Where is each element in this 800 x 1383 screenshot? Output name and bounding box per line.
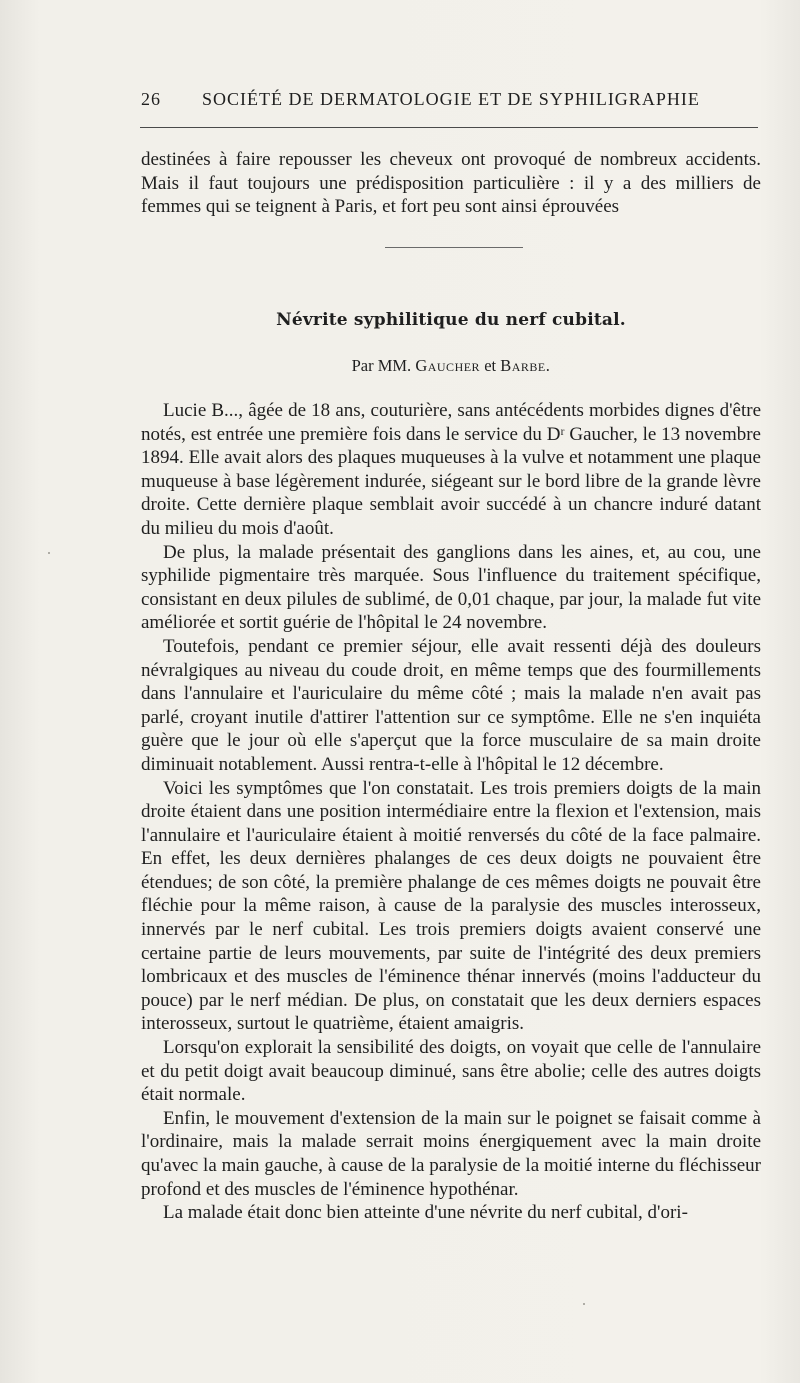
article-title: Névrite syphilitique du nerf cubital. [276, 310, 626, 330]
paragraph-neuralgia: Toutefois, pendant ce premier séjour, elle avait ressenti déjà des douleurs névralgiques au niveau du coude droit, en même temps que des fourmillements dans l'annulaire et l'auriculaire du même côté ; mais la malade n'en avait pas parlé, croyant inutile d'attirer l'attention sur ce symptôme. Elle ne s'en inquiéta guère que le jour où elle s'aperçut que la force musculaire de sa main droite diminuait notablement. Aussi rentra-t-elle à l'hôpital le 12 décembre. [141, 635, 761, 775]
paragraph-conclusion: La malade était donc bien atteinte d'une névrite du nerf cubital, d'ori- [163, 1202, 688, 1224]
byline-conjunction: et [484, 356, 497, 375]
continued-paragraph: destinées à faire repousser les cheveux ont provoqué de nombreux accidents. Mais il faut toujours une prédisposition particulière : il y a des milliers de femmes qui se teignent à Paris, et fort peu sont ainsi éprouvées [141, 149, 761, 218]
page-number: 26 [141, 89, 161, 109]
paragraph-extension: Enfin, le mouvement d'extension de la main sur le poignet se faisait comme à l'ordinaire, mais la malade serrait moins énergiquement avec la main droite qu'avec la main gauche, à cause de la paralysie de la moitié interne du fléchisseur profond et des muscles de l'éminence hypothénar. [141, 1107, 761, 1200]
header-rule [140, 127, 758, 128]
paper-speck [583, 1303, 585, 1305]
byline-prefix: Par MM. [351, 356, 412, 375]
running-head [141, 89, 758, 113]
byline [141, 356, 761, 376]
paragraph-treatment: De plus, la malade présentait des ganglions dans les aines, et, au cou, une syphilide pigmentaire très marquée. Sous l'influence du traitement spécifique, consistant en deux pilules de sublimé, de 0,01 chaque, par jour, la malade fut vite améliorée et sortit guérie de l'hôpital le 24 novembre. [141, 541, 761, 634]
journal-title: SOCIÉTÉ DE DERMATOLOGIE ET DE SYPHILIGRAPHIE [202, 89, 700, 109]
paragraph-sensibility: Lorsqu'on explorait la sensibilité des doigts, on voyait que celle de l'annulaire et du petit doigt avait beaucoup diminué, sans être abolie; celle des autres doigts était normale. [141, 1037, 761, 1106]
author-gaucher: Gaucher [415, 356, 481, 375]
paper-speck [48, 552, 50, 554]
paragraph-symptoms: Voici les symptômes que l'on constatait. Les trois premiers doigts de la main droite étaient dans une position intermédiaire entre la flexion et l'extension, mais l'annulaire et l'auriculaire étaient à moitié renversés du côté de la face palmaire. En effet, les deux dernières phalanges de ces deux doigts ne pouvaient être étendues; de son côté, la première phalange de ces mêmes doigts ne pouvait être fléchie pour la même raison, à cause de la paralysie des muscles interosseux, innervés par le nerf cubital. Les trois premiers doigts avaient conservé une certaine partie de leurs mouvements, par suite de l'intégrité des deux premiers lombricaux et des muscles de l'éminence thénar innervés (moins l'adducteur du pouce) par le nerf médian. De plus, on constatait que les deux derniers espaces interosseux, surtout le quatrième, étaient amaigris. [141, 777, 761, 1035]
paragraph-case-history: Lucie B..., âgée de 18 ans, couturière, sans antécédents morbides dignes d'être notés, est entrée une première fois dans le service du Dʳ Gaucher, le 13 novembre 1894. Elle avait alors des plaques muqueuses à la vulve et notamment une plaque muqueuse à base légèrement indurée, siégeant sur le bord libre de la grande lèvre droite. Cette dernière plaque semblait avoir succédé à un chancre induré datant du milieu du mois d'août. [141, 400, 761, 539]
article-body [141, 399, 761, 1225]
author-barbe: Barbe. [500, 356, 551, 375]
section-separator [385, 247, 523, 248]
